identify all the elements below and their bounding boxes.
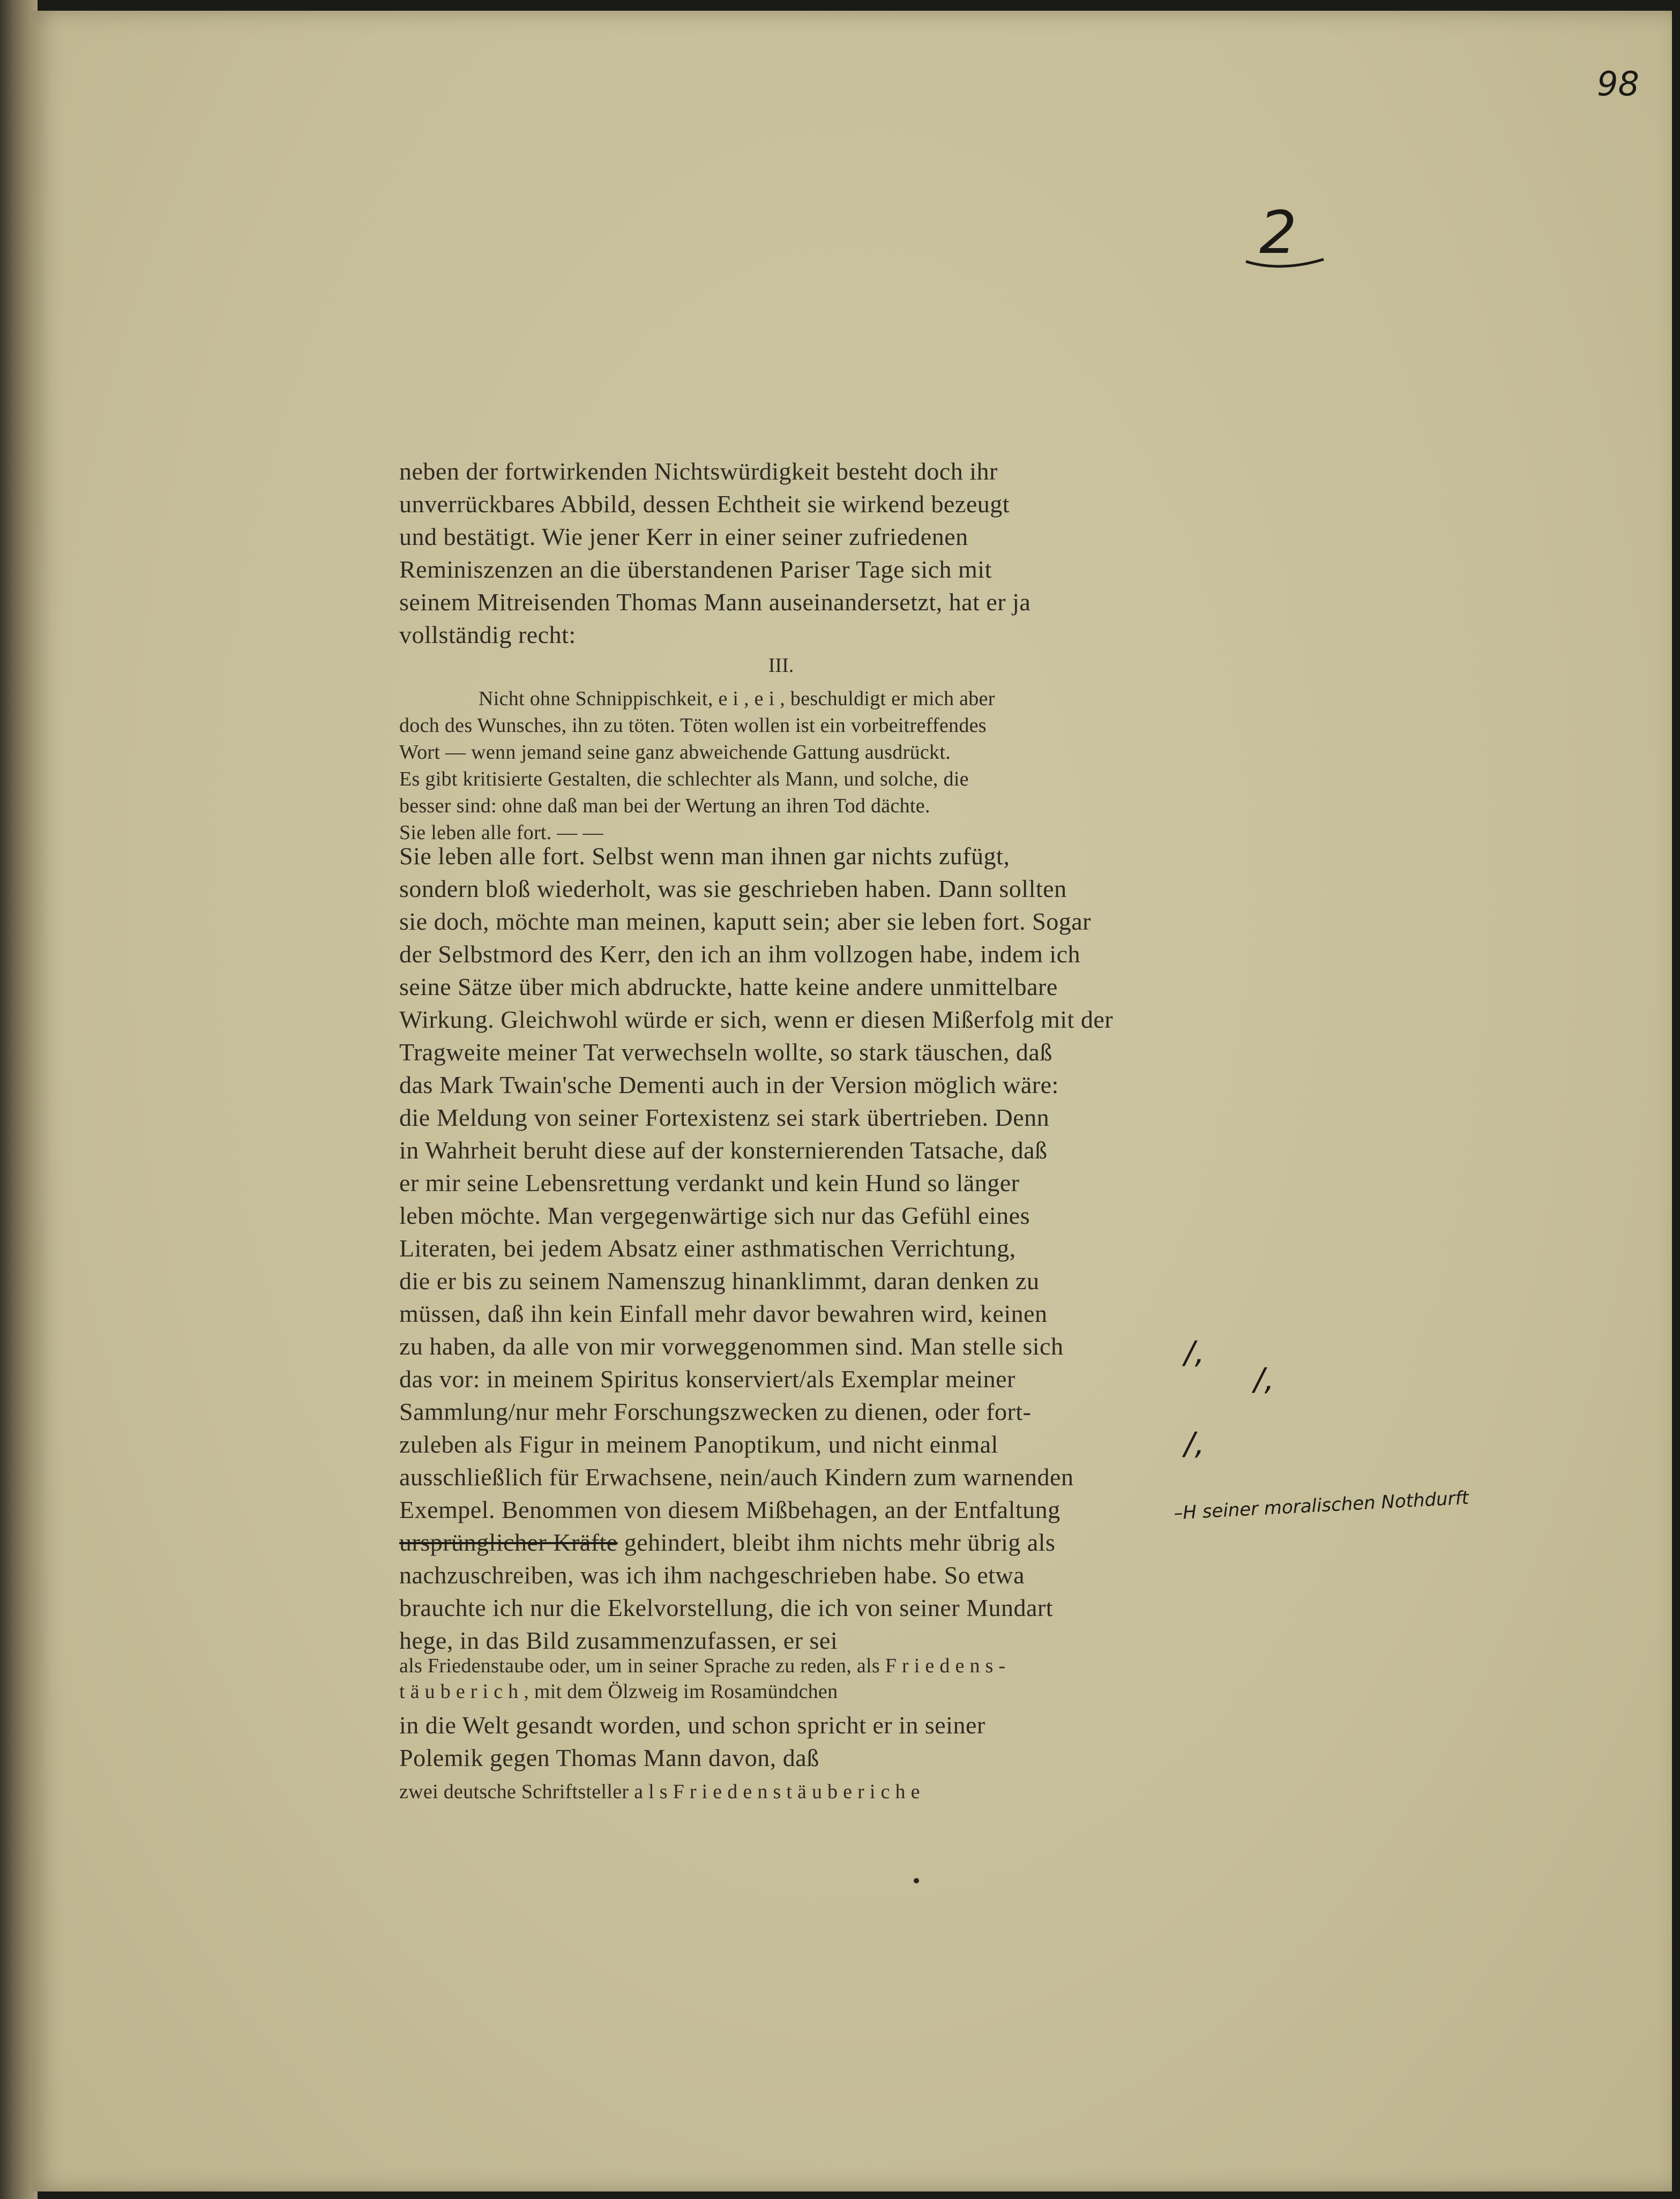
body-line: er mir seine Lebensrettung verdankt und kein Hund so länger — [399, 1169, 1020, 1196]
quote-line: t ä u b e r i c h , mit dem Ölzweig im Rosamündchen — [399, 1680, 838, 1703]
folio-number: 98 — [1597, 64, 1639, 103]
body-line: das vor: in meinem Spiritus konserviert/als Exemplar meiner — [399, 1365, 1016, 1393]
quote-line: zwei deutsche Schriftsteller a l s F r i e d e n s t ä u b e r i c h e — [399, 1781, 920, 1803]
section-number: III. — [768, 654, 794, 677]
body-line: ausschließlich für Erwachsene, nein/auch Kindern zum warnenden — [399, 1463, 1074, 1491]
body-line: das Mark Twain'sche Dementi auch in der Version möglich wäre: — [399, 1071, 1059, 1098]
margin-mark: /, — [1184, 1425, 1205, 1462]
body-line-with-strikethrough — [399, 1527, 1055, 1559]
body-line: vollständig recht: — [399, 621, 576, 648]
body-line: Polemik gegen Thomas Mann davon, daß — [399, 1744, 819, 1771]
struck-text: ursprünglicher Kräfte — [399, 1529, 618, 1556]
body-line: müssen, daß ihn kein Einfall mehr davor bewahren wird, keinen — [399, 1300, 1048, 1327]
body-line: die er bis zu seinem Namenszug hinanklimmt, daran denken zu — [399, 1267, 1040, 1295]
body-text — [399, 0, 1163, 2199]
quote-line: Sie leben alle fort. — — — [399, 821, 603, 844]
quote-line: Wort — wenn jemand seine ganz abweichende Gattung ausdrückt. — [399, 741, 951, 764]
body-line: Literaten, bei jedem Absatz einer asthmatischen Verrichtung, — [399, 1235, 1016, 1262]
paper-speck — [914, 1878, 919, 1883]
body-line: sondern bloß wiederholt, was sie geschrieben haben. Dann sollten — [399, 875, 1067, 902]
body-line: Wirkung. Gleichwohl würde er sich, wenn er diesen Mißerfolg mit der — [399, 1006, 1114, 1033]
body-line: zuleben als Figur in meinem Panoptikum, und nicht einmal — [399, 1431, 998, 1458]
body-line: und bestätigt. Wie jener Kerr in einer seiner zufriedenen — [399, 523, 968, 550]
quote-line: besser sind: ohne daß man bei der Wertung an ihren Tod dächte. — [399, 795, 930, 817]
quote-line: doch des Wunsches, ihn zu töten. Töten wollen ist ein vorbeitreffendes — [399, 714, 987, 737]
margin-mark: /, — [1254, 1361, 1274, 1397]
body-line: der Selbstmord des Kerr, den ich an ihm vollzogen habe, indem ich — [399, 940, 1081, 968]
body-line: Exempel. Benommen von diesem Mißbehagen, an der Entfaltung — [399, 1496, 1061, 1523]
body-line: die Meldung von seiner Fortexistenz sei stark übertrieben. Denn — [399, 1104, 1050, 1131]
quote-line: Nicht ohne Schnippischkeit, e i , e i , beschuldigt er mich aber — [479, 687, 995, 710]
body-line: zu haben, da alle von mir vorweggenommen sind. Man stelle sich — [399, 1333, 1064, 1360]
quote-line: Es gibt kritisierte Gestalten, die schlechter als Mann, und solche, die — [399, 768, 969, 790]
body-line: brauchte ich nur die Ekelvorstellung, die ich von seiner Mundart — [399, 1594, 1053, 1621]
quote-line: als Friedenstaube oder, um in seiner Sprache zu reden, als F r i e d e n s - — [399, 1655, 1006, 1677]
body-line: in Wahrheit beruht diese auf der konsternierenden Tatsache, daß — [399, 1136, 1048, 1164]
body-line: neben der fortwirkenden Nichtswürdigkeit besteht doch ihr — [399, 458, 998, 485]
body-line: Sie leben alle fort. Selbst wenn man ihnen gar nichts zufügt, — [399, 842, 1010, 870]
sheet-number-underline — [1243, 257, 1329, 273]
body-line: sie doch, möchte man meinen, kaputt sein; aber sie leben fort. Sogar — [399, 908, 1091, 935]
body-line: nachzuschreiben, was ich ihm nachgeschrieben habe. So etwa — [399, 1561, 1025, 1589]
body-line: in die Welt gesandt worden, und schon spricht er in seiner — [399, 1711, 985, 1739]
struck-line-continuation: gehindert, bleibt ihm nichts mehr übrig als — [617, 1529, 1056, 1556]
sheet-number: 2 — [1259, 198, 1297, 267]
body-line: Reminiszenzen an die überstandenen Pariser Tage sich mit — [399, 556, 992, 583]
margin-note: –H seiner moralischen Nothdurft — [1173, 1487, 1469, 1524]
margin-mark: /, — [1184, 1334, 1205, 1371]
body-line: hege, in das Bild zusammenzufassen, er sei — [399, 1627, 838, 1654]
body-line: Tragweite meiner Tat verwechseln wollte, so stark täuschen, daß — [399, 1038, 1052, 1066]
body-line: Sammlung/nur mehr Forschungszwecken zu dienen, oder fort- — [399, 1398, 1032, 1425]
body-line: seinem Mitreisenden Thomas Mann auseinandersetzt, hat er ja — [399, 588, 1031, 616]
body-line: seine Sätze über mich abdruckte, hatte keine andere unmittelbare — [399, 973, 1058, 1000]
body-line: unverrückbares Abbild, dessen Echtheit sie wirkend bezeugt — [399, 490, 1010, 518]
body-line: leben möchte. Man vergegenwärtige sich nur das Gefühl eines — [399, 1202, 1030, 1229]
